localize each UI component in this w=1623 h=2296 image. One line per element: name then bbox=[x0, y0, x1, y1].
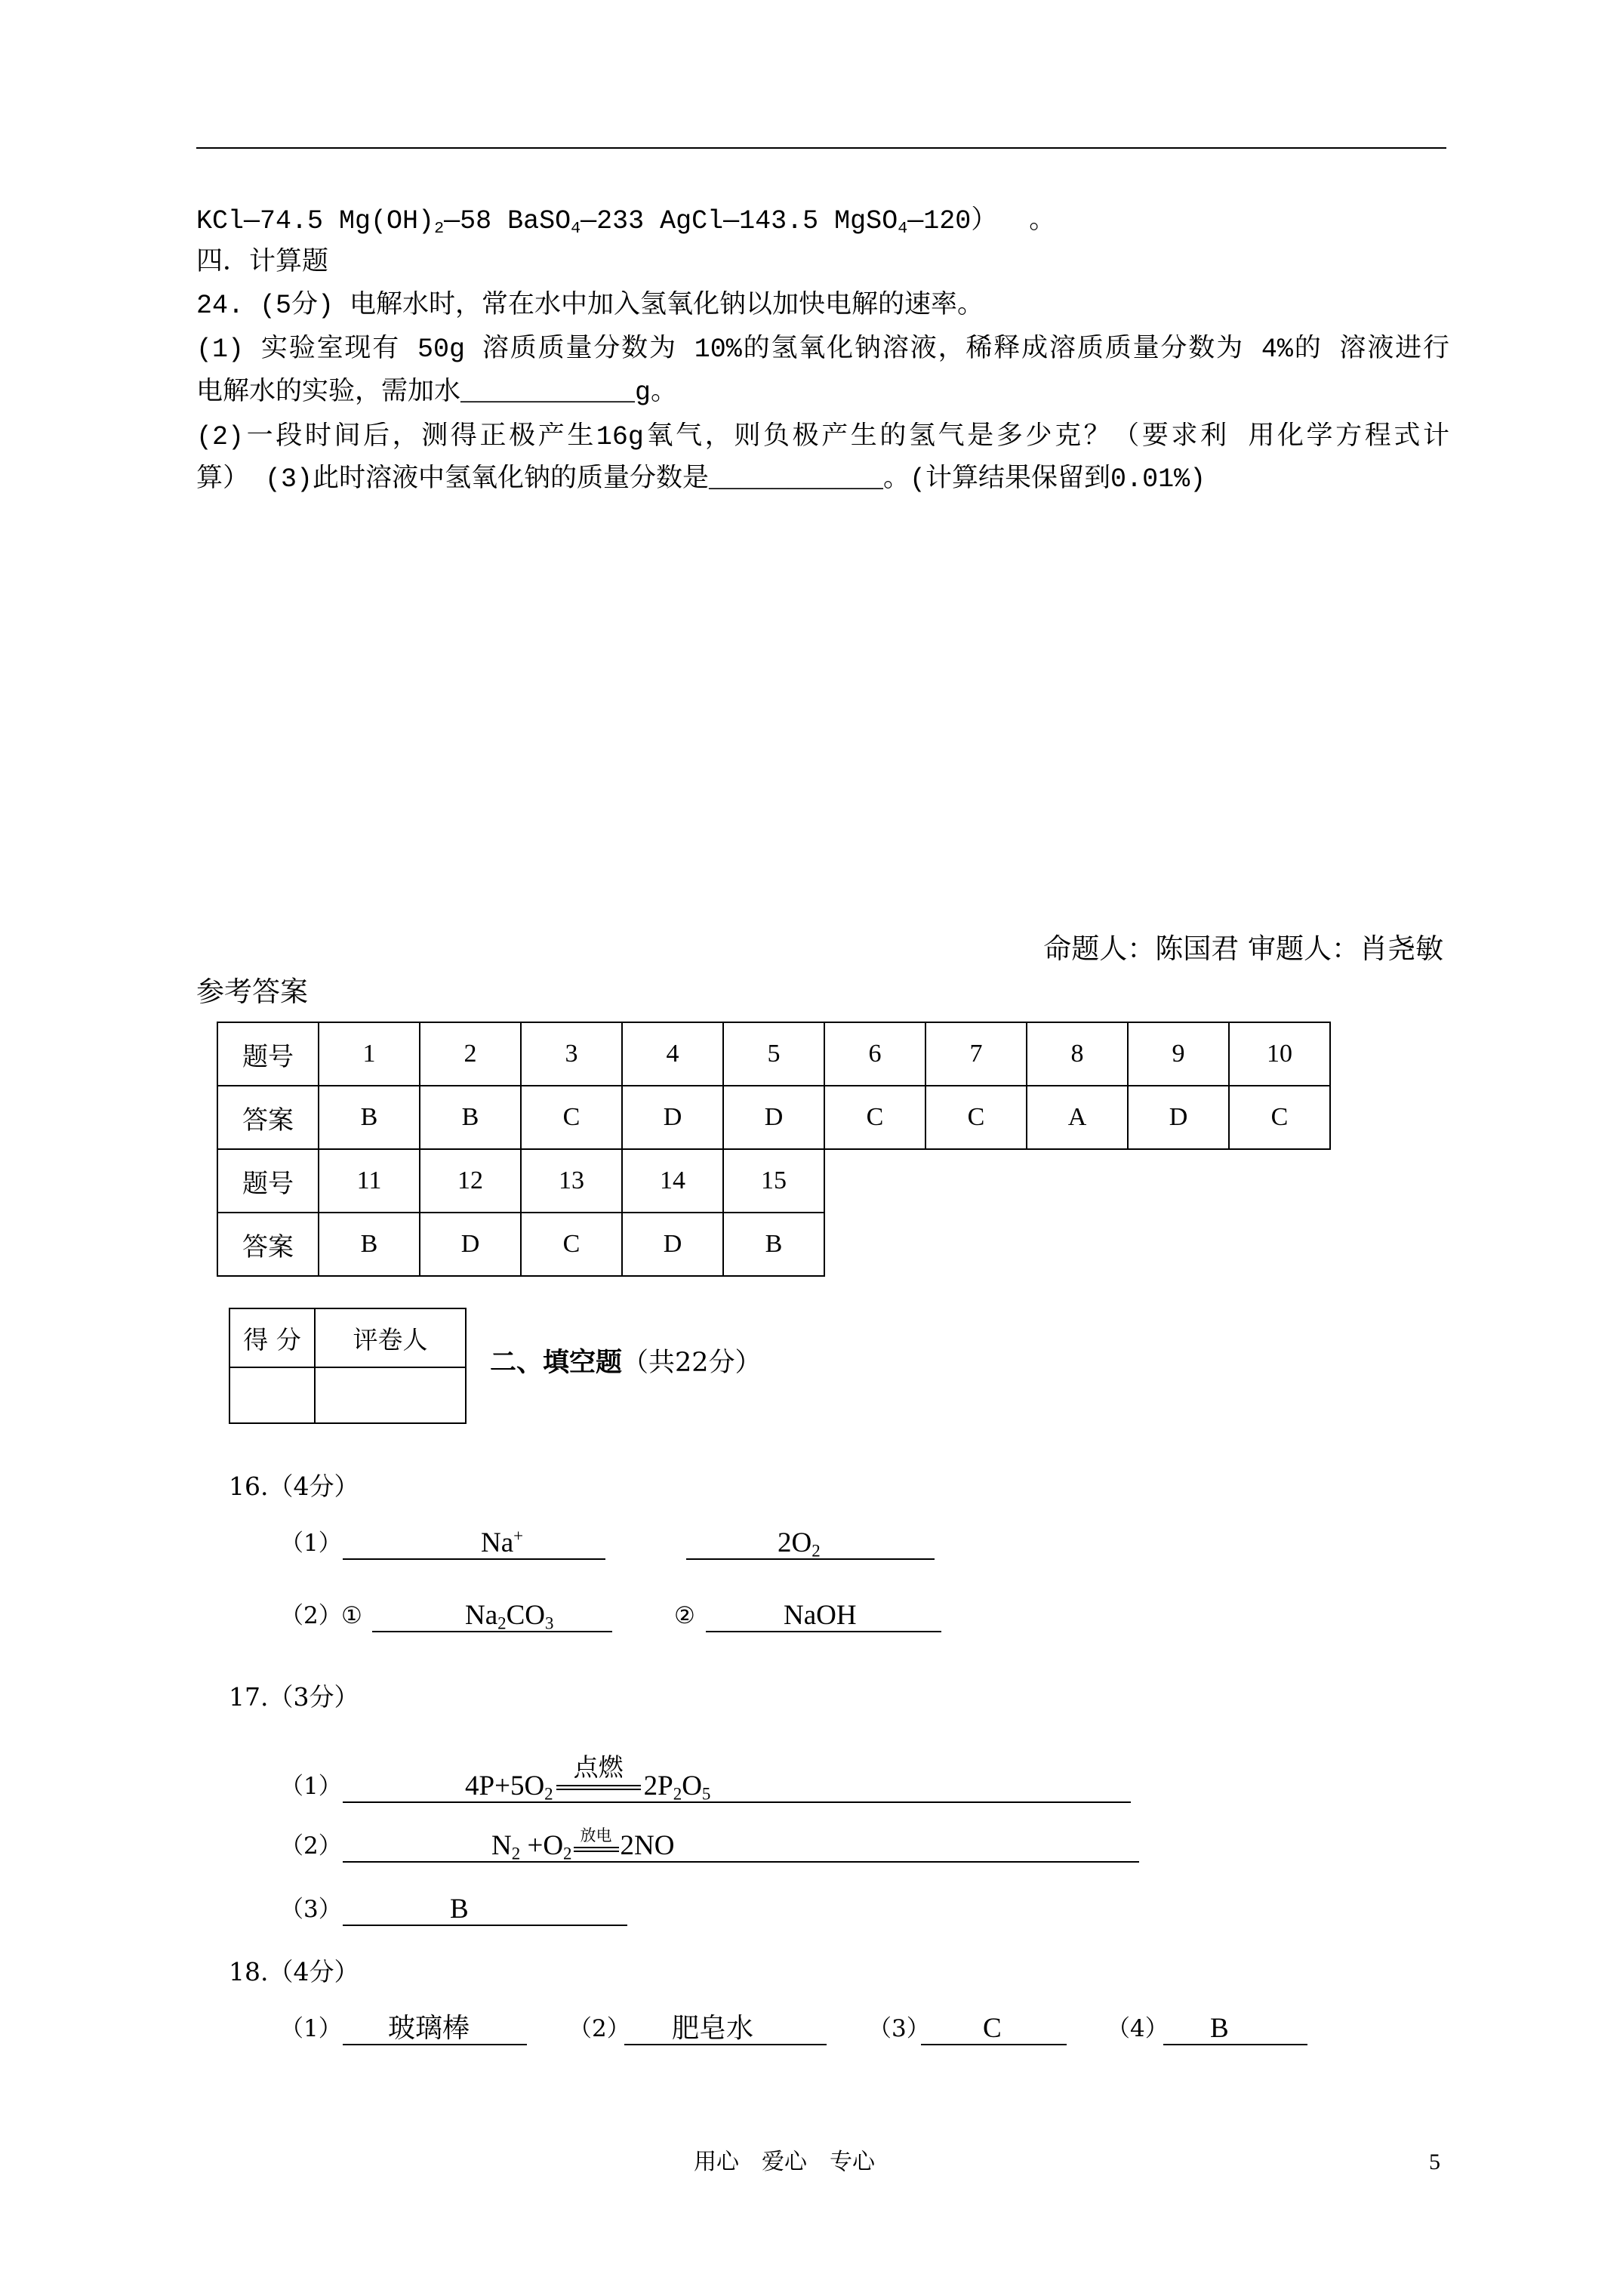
header-rule bbox=[196, 147, 1446, 149]
circled-number-label: ② bbox=[674, 1602, 695, 1629]
question-17-part-2 bbox=[0, 1826, 1623, 1863]
grader-cell bbox=[315, 1367, 466, 1423]
charge-superscript: + bbox=[513, 1526, 524, 1546]
question-number-cell: 12 bbox=[420, 1149, 521, 1213]
answer-text: NaOH bbox=[784, 1600, 857, 1631]
part-label: （3） bbox=[868, 2015, 930, 2042]
answer-cell: C bbox=[521, 1086, 622, 1149]
subscript: 4 bbox=[898, 219, 908, 236]
table-row bbox=[217, 1149, 1330, 1213]
authors-line: 命题人：陈国君 审题人：肖尧敏 bbox=[1043, 932, 1443, 965]
answer-text: B bbox=[1210, 2013, 1229, 2044]
part-label: （2） bbox=[280, 1602, 342, 1629]
question-24-line: 算） (3)此时溶液中氢氧化钠的质量分数是___________。(计算结果保留到0.01%) bbox=[196, 464, 1206, 495]
answer-blank bbox=[343, 1752, 1131, 1804]
answer-blank bbox=[343, 1894, 627, 1926]
row-label-cell: 答案 bbox=[217, 1086, 319, 1149]
section-2-heading bbox=[490, 1346, 762, 1379]
answer-text: 玻璃棒 bbox=[388, 2013, 470, 2044]
table-row bbox=[217, 1086, 1330, 1149]
subscript: 5 bbox=[701, 1784, 711, 1804]
question-number-cell: 3 bbox=[521, 1022, 622, 1086]
answer-cell: B bbox=[420, 1086, 521, 1149]
score-cell bbox=[229, 1367, 315, 1423]
part-label: （3） bbox=[280, 1896, 342, 1923]
row-label-cell: 答案 bbox=[217, 1213, 319, 1276]
answer-key-table bbox=[217, 1022, 1331, 1277]
score-box bbox=[229, 1308, 467, 1424]
equation-text: 4P+5O bbox=[465, 1771, 545, 1801]
question-number-cell: 4 bbox=[622, 1022, 723, 1086]
question-16-part-1 bbox=[0, 1528, 1623, 1560]
subscript: 3 bbox=[545, 1613, 554, 1633]
answer-text: 2O bbox=[778, 1527, 812, 1558]
equation-text: 2P bbox=[643, 1771, 673, 1801]
answer-text: CO bbox=[506, 1600, 546, 1631]
question-number-cell: 8 bbox=[1027, 1022, 1128, 1086]
part-label: （4） bbox=[1107, 2015, 1169, 2042]
reference-answers-title: 参考答案 bbox=[196, 975, 308, 1008]
question-16-label: 16.（4分） bbox=[229, 1472, 359, 1501]
answer-cell: D bbox=[1128, 1086, 1229, 1149]
subscript: 2 bbox=[673, 1784, 682, 1804]
reaction-condition bbox=[556, 1752, 641, 1801]
equation-text: O bbox=[682, 1771, 702, 1801]
question-number-cell: 2 bbox=[420, 1022, 521, 1086]
question-number-cell: 9 bbox=[1128, 1022, 1229, 1086]
answer-cell: D bbox=[622, 1213, 723, 1276]
subscript: 2 bbox=[497, 1613, 507, 1633]
question-number-cell: 7 bbox=[925, 1022, 1027, 1086]
answer-blank bbox=[372, 1601, 612, 1632]
answer-cell: C bbox=[925, 1086, 1027, 1149]
question-24-line: (1) 实验室现有 50g 溶质质量分数为 10%的氢氧化钠溶液，稀释成溶质质量分数为 4%的 溶液进行 bbox=[196, 334, 1449, 365]
answer-blank bbox=[706, 1601, 941, 1632]
answer-blank bbox=[921, 2014, 1067, 2045]
condition-label: 点燃 bbox=[573, 1752, 624, 1782]
question-24-line: 电解水的实验，需加水___________g。 bbox=[196, 378, 678, 408]
subscript: 2 bbox=[563, 1844, 572, 1863]
footer-motto: 用心 爱心 专心 bbox=[694, 2149, 875, 2175]
reaction-condition bbox=[574, 1826, 619, 1861]
equation-text: +O bbox=[520, 1830, 564, 1861]
molar-mass-line bbox=[196, 206, 1449, 236]
question-16-part-2 bbox=[0, 1601, 1623, 1632]
question-number-cell: 6 bbox=[824, 1022, 925, 1086]
answer-text: B bbox=[450, 1894, 469, 1925]
answer-blank bbox=[624, 2014, 827, 2045]
molar-mass-text: —233 AgCl—143.5 MgSO bbox=[581, 206, 898, 236]
equation-text: N bbox=[491, 1830, 512, 1861]
part-label: （1） bbox=[280, 1530, 342, 1557]
answer-blank bbox=[686, 1528, 935, 1560]
answer-text: Na bbox=[465, 1600, 498, 1631]
answer-cell: B bbox=[319, 1213, 420, 1276]
question-number-cell: 15 bbox=[723, 1149, 824, 1213]
question-18-label: 18.（4分） bbox=[229, 1957, 359, 1986]
table-row bbox=[217, 1213, 1330, 1276]
part-label: （2） bbox=[280, 1832, 342, 1860]
molar-mass-text: —58 BaSO bbox=[444, 206, 571, 236]
question-24-line: (2)一段时间后，测得正极产生16g氧气，则负极产生的氢气是多少克？（要求利 用化学方程式计 bbox=[196, 422, 1449, 452]
condition-label: 放电 bbox=[580, 1826, 612, 1845]
section-4-title: 四．计算题 bbox=[196, 248, 329, 278]
question-17-part-3 bbox=[0, 1894, 1623, 1926]
row-label-cell: 题号 bbox=[217, 1149, 319, 1213]
section-2-title: 二、填空题 bbox=[490, 1347, 623, 1378]
part-label: （1） bbox=[280, 1773, 342, 1800]
question-number-cell: 10 bbox=[1229, 1022, 1330, 1086]
molar-mass-text: —120） 。 bbox=[907, 206, 1056, 236]
question-number-cell: 1 bbox=[319, 1022, 420, 1086]
question-number-cell: 5 bbox=[723, 1022, 824, 1086]
question-number-cell: 13 bbox=[521, 1149, 622, 1213]
answer-cell: A bbox=[1027, 1086, 1128, 1149]
part-label: （1） bbox=[280, 2015, 342, 2042]
answer-cell: B bbox=[723, 1213, 824, 1276]
answer-cell: D bbox=[420, 1213, 521, 1276]
subscript: 4 bbox=[571, 219, 581, 236]
question-number-cell: 14 bbox=[622, 1149, 723, 1213]
question-18-answers bbox=[0, 2014, 1623, 2045]
answer-cell: D bbox=[723, 1086, 824, 1149]
double-line-sign bbox=[574, 1847, 619, 1852]
answer-text: 肥皂水 bbox=[672, 2013, 754, 2044]
score-label: 得 分 bbox=[229, 1308, 315, 1367]
question-24-stem: 24. (5分) 电解水时，常在水中加入氢氧化钠以加快电解的速率。 bbox=[196, 291, 984, 321]
subscript: 2 bbox=[544, 1784, 553, 1804]
answer-cell: C bbox=[824, 1086, 925, 1149]
answer-blank bbox=[1163, 2014, 1307, 2045]
table-row bbox=[229, 1308, 466, 1367]
question-17-part-1 bbox=[0, 1752, 1623, 1804]
subscript: 2 bbox=[812, 1541, 821, 1561]
answer-cell: D bbox=[622, 1086, 723, 1149]
grader-label: 评卷人 bbox=[315, 1308, 466, 1367]
circled-number-label: ① bbox=[341, 1602, 362, 1629]
answer-text: Na bbox=[481, 1527, 514, 1558]
answer-text: C bbox=[983, 2013, 1002, 2044]
answer-cell: C bbox=[1229, 1086, 1330, 1149]
answer-cell: B bbox=[319, 1086, 420, 1149]
equation-text: 2NO bbox=[620, 1830, 675, 1861]
answer-blank bbox=[343, 2014, 527, 2045]
subscript: 2 bbox=[434, 219, 445, 236]
answer-cell: C bbox=[521, 1213, 622, 1276]
table-row bbox=[217, 1022, 1330, 1086]
double-line-sign bbox=[556, 1785, 641, 1790]
table-row bbox=[229, 1367, 466, 1423]
answer-blank bbox=[343, 1528, 605, 1560]
subscript: 2 bbox=[511, 1844, 521, 1863]
page-number: 5 bbox=[1429, 2150, 1440, 2174]
question-17-label: 17.（3分） bbox=[229, 1682, 359, 1712]
question-number-cell: 11 bbox=[319, 1149, 420, 1213]
molar-mass-text: KCl—74.5 Mg(OH) bbox=[196, 206, 435, 236]
section-2-note: （共22分） bbox=[622, 1348, 762, 1378]
row-label-cell: 题号 bbox=[217, 1022, 319, 1086]
answer-blank bbox=[343, 1826, 1139, 1863]
part-label: （2） bbox=[568, 2015, 630, 2042]
